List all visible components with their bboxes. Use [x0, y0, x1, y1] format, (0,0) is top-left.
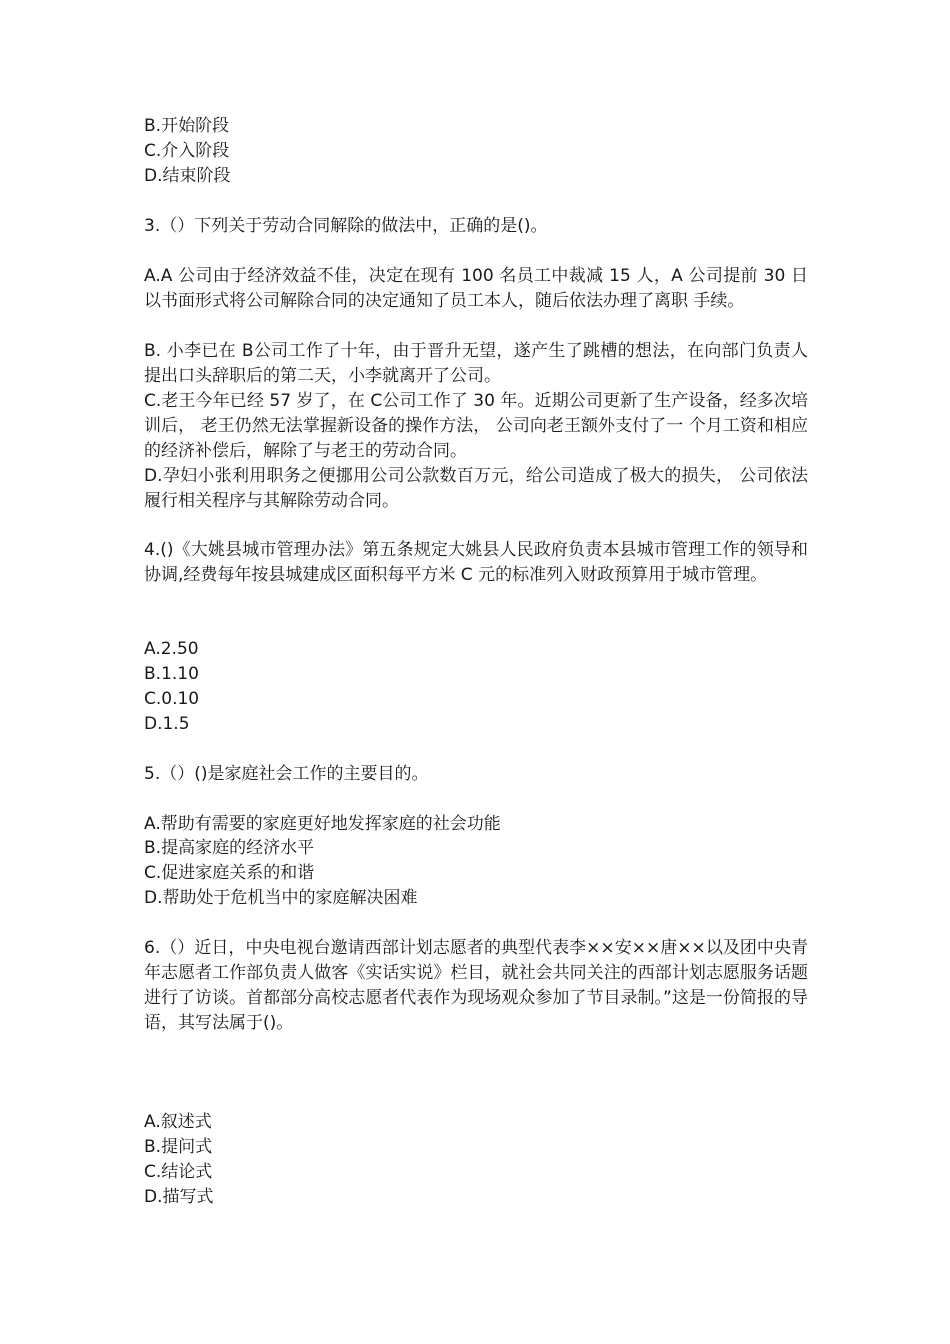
q5-option-c: C.促进家庭关系的和谐 [144, 863, 315, 883]
q2-option-c: C.介入阶段 [144, 141, 230, 161]
q6-stem: 6.（）近日，中央电视台邀请西部计划志愿者的典型代表李××安××唐××以及团中央青年志愿者工作部负责人做客《实话实说》栏目，就社会共同关注的西部计划志愿服务话题进行了访谈。首都部分高校志愿者代表作为现场观众参加了节目录制。”这是一份简报的导语，其写法属于()。 [144, 938, 808, 1033]
q5-option-b: B.提高家庭的经济水平 [144, 838, 315, 858]
q6-option-a: A.叙述式 [144, 1112, 212, 1132]
q3-option-b: B. 小李已在 B公司工作了十年，由于晋升无望，遂产生了跳槽的想法，在向部门负责人提出口头辞职后的第二天，小李就离开了公司。 [144, 341, 808, 386]
q3-option-a: A.A 公司由于经济效益不佳，决定在现有 100 名员工中裁减 15 人，A 公司提前 30 日以书面形式将公司解除合同的决定通知了员工本人，随后依法办理了离职 手续。 [144, 266, 808, 311]
q2-option-d: D.结束阶段 [144, 166, 231, 186]
q3-option-c: C.老王今年已经 57 岁了，在 C公司工作了 30 年。近期公司更新了生产设备，经多次培训后， 老王仍然无法掌握新设备的操作方法， 公司向老王额外支付了一 个月工资和相应的经济补偿后，解除了与老王的劳动合同。 [144, 391, 808, 461]
q5-stem: 5.（）()是家庭社会工作的主要目的。 [144, 764, 429, 784]
q4-option-a: A.2.50 [144, 639, 199, 659]
q4-stem: 4.()《大姚县城市管理办法》第五条规定大姚县人民政府负责本县城市管理工作的领导和协调,经费每年按县城建成区面积每平方米 C 元的标准列入财政预算用于城市管理。 [144, 540, 808, 585]
q3-stem: 3.（）下列关于劳动合同解除的做法中，正确的是()。 [144, 216, 548, 236]
q4-option-b: B.1.10 [144, 664, 199, 684]
q2-option-b: B.开始阶段 [144, 116, 230, 136]
q4-option-c: C.0.10 [144, 689, 200, 709]
q5-option-a: A.帮助有需要的家庭更好地发挥家庭的社会功能 [144, 814, 501, 834]
q5-option-d: D.帮助处于危机当中的家庭解决困难 [144, 888, 418, 908]
q6-option-d: D.描写式 [144, 1187, 214, 1207]
q3-option-d: D.孕妇小张利用职务之便挪用公司公款数百万元，给公司造成了极大的损失， 公司依法履行相关程序与其解除劳动合同。 [144, 466, 808, 511]
q6-option-b: B.提问式 [144, 1137, 213, 1157]
q4-option-d: D.1.5 [144, 714, 190, 734]
q6-option-c: C.结论式 [144, 1162, 213, 1182]
